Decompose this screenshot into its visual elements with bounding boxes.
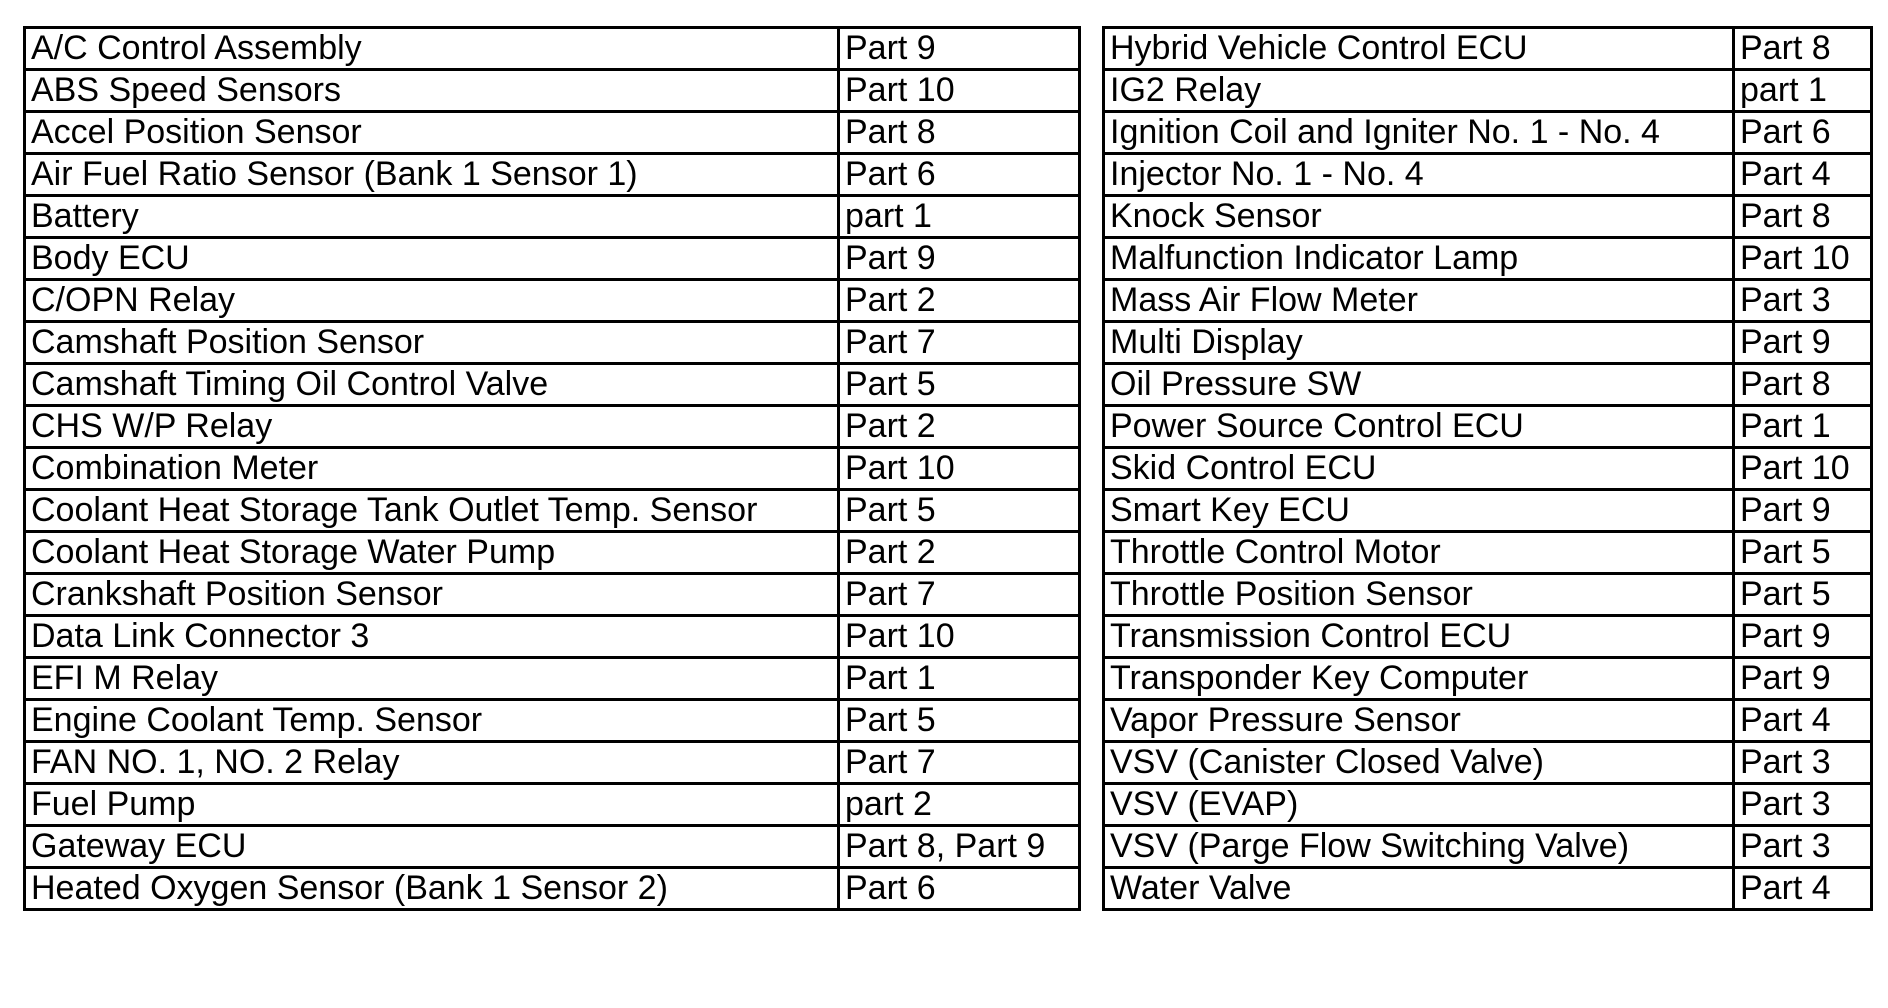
- component-name-cell: Gateway ECU: [25, 826, 839, 868]
- table-row: [1104, 826, 1872, 868]
- part-reference-cell: Part 1: [839, 658, 1080, 700]
- part-reference-cell: Part 9: [1734, 322, 1872, 364]
- table-row: [25, 742, 1080, 784]
- component-name-cell: Water Valve: [1104, 868, 1734, 910]
- component-name-cell: Oil Pressure SW: [1104, 364, 1734, 406]
- table-row: [25, 112, 1080, 154]
- part-reference-cell: Part 9: [839, 28, 1080, 70]
- component-name-cell: Smart Key ECU: [1104, 490, 1734, 532]
- table-row: [1104, 532, 1872, 574]
- table-row: [25, 322, 1080, 364]
- part-reference-cell: Part 6: [839, 154, 1080, 196]
- table-row: [1104, 322, 1872, 364]
- part-reference-cell: Part 5: [839, 364, 1080, 406]
- component-name-cell: EFI M Relay: [25, 658, 839, 700]
- component-name-cell: Body ECU: [25, 238, 839, 280]
- table-row: [1104, 658, 1872, 700]
- table-row: [25, 616, 1080, 658]
- component-name-cell: Power Source Control ECU: [1104, 406, 1734, 448]
- table-row: [1104, 490, 1872, 532]
- component-name-cell: Data Link Connector 3: [25, 616, 839, 658]
- component-name-cell: Knock Sensor: [1104, 196, 1734, 238]
- table-row: [1104, 196, 1872, 238]
- part-reference-cell: Part 1: [1734, 406, 1872, 448]
- table-row: [25, 784, 1080, 826]
- part-reference-cell: Part 4: [1734, 868, 1872, 910]
- part-reference-cell: Part 9: [839, 238, 1080, 280]
- table-row: [1104, 868, 1872, 910]
- table-row: [25, 700, 1080, 742]
- component-name-cell: Vapor Pressure Sensor: [1104, 700, 1734, 742]
- table-row: [25, 826, 1080, 868]
- part-reference-cell: Part 10: [1734, 238, 1872, 280]
- component-name-cell: FAN NO. 1, NO. 2 Relay: [25, 742, 839, 784]
- component-name-cell: Skid Control ECU: [1104, 448, 1734, 490]
- component-name-cell: CHS W/P Relay: [25, 406, 839, 448]
- component-name-cell: VSV (Parge Flow Switching Valve): [1104, 826, 1734, 868]
- component-name-cell: C/OPN Relay: [25, 280, 839, 322]
- part-reference-cell: Part 10: [839, 448, 1080, 490]
- table-row: [25, 70, 1080, 112]
- table-row: [1104, 784, 1872, 826]
- component-name-cell: Heated Oxygen Sensor (Bank 1 Sensor 2): [25, 868, 839, 910]
- table-row: [1104, 574, 1872, 616]
- component-name-cell: Injector No. 1 - No. 4: [1104, 154, 1734, 196]
- part-reference-cell: Part 8: [1734, 196, 1872, 238]
- table-row: [25, 658, 1080, 700]
- component-name-cell: Combination Meter: [25, 448, 839, 490]
- part-reference-cell: Part 6: [1734, 112, 1872, 154]
- part-reference-cell: Part 7: [839, 742, 1080, 784]
- component-index-table-right: [1102, 26, 1873, 911]
- part-reference-cell: Part 5: [1734, 532, 1872, 574]
- component-name-cell: Camshaft Position Sensor: [25, 322, 839, 364]
- table-row: [25, 868, 1080, 910]
- part-reference-cell: Part 10: [1734, 448, 1872, 490]
- part-reference-cell: Part 10: [839, 70, 1080, 112]
- table-row: [25, 196, 1080, 238]
- component-name-cell: ABS Speed Sensors: [25, 70, 839, 112]
- table-row: [1104, 238, 1872, 280]
- part-reference-cell: Part 6: [839, 868, 1080, 910]
- table-row: [25, 406, 1080, 448]
- component-name-cell: Coolant Heat Storage Tank Outlet Temp. Sensor: [25, 490, 839, 532]
- table-row: [1104, 112, 1872, 154]
- component-name-cell: Camshaft Timing Oil Control Valve: [25, 364, 839, 406]
- component-name-cell: Transponder Key Computer: [1104, 658, 1734, 700]
- part-reference-cell: Part 9: [1734, 658, 1872, 700]
- table-row: [25, 448, 1080, 490]
- part-reference-cell: Part 4: [1734, 700, 1872, 742]
- table-row: [25, 154, 1080, 196]
- table-row: [25, 532, 1080, 574]
- table-row: [1104, 616, 1872, 658]
- table-row: [1104, 364, 1872, 406]
- component-name-cell: VSV (EVAP): [1104, 784, 1734, 826]
- part-reference-cell: Part 5: [839, 700, 1080, 742]
- component-name-cell: Air Fuel Ratio Sensor (Bank 1 Sensor 1): [25, 154, 839, 196]
- component-name-cell: VSV (Canister Closed Valve): [1104, 742, 1734, 784]
- table-row: [1104, 154, 1872, 196]
- component-name-cell: Multi Display: [1104, 322, 1734, 364]
- component-name-cell: Throttle Position Sensor: [1104, 574, 1734, 616]
- table-row: [25, 280, 1080, 322]
- component-name-cell: Coolant Heat Storage Water Pump: [25, 532, 839, 574]
- table-row: [1104, 700, 1872, 742]
- part-reference-cell: Part 3: [1734, 784, 1872, 826]
- component-name-cell: Ignition Coil and Igniter No. 1 - No. 4: [1104, 112, 1734, 154]
- part-reference-cell: Part 2: [839, 532, 1080, 574]
- part-reference-cell: Part 7: [839, 574, 1080, 616]
- part-reference-cell: Part 8: [1734, 28, 1872, 70]
- part-reference-cell: part 1: [1734, 70, 1872, 112]
- table-row: [1104, 742, 1872, 784]
- part-reference-cell: Part 2: [839, 280, 1080, 322]
- table-row: [25, 574, 1080, 616]
- component-name-cell: Hybrid Vehicle Control ECU: [1104, 28, 1734, 70]
- part-reference-cell: Part 4: [1734, 154, 1872, 196]
- part-reference-cell: Part 9: [1734, 616, 1872, 658]
- table-row: [25, 490, 1080, 532]
- component-name-cell: Throttle Control Motor: [1104, 532, 1734, 574]
- part-reference-cell: Part 5: [839, 490, 1080, 532]
- table-row: [1104, 28, 1872, 70]
- part-reference-cell: part 2: [839, 784, 1080, 826]
- table-row: [1104, 280, 1872, 322]
- component-index-table-left: [23, 26, 1081, 911]
- part-reference-cell: Part 2: [839, 406, 1080, 448]
- table-row: [1104, 406, 1872, 448]
- component-name-cell: Transmission Control ECU: [1104, 616, 1734, 658]
- table-row: [25, 364, 1080, 406]
- table-row: [25, 238, 1080, 280]
- part-reference-cell: Part 8: [839, 112, 1080, 154]
- part-reference-cell: Part 10: [839, 616, 1080, 658]
- part-reference-cell: Part 8, Part 9: [839, 826, 1080, 868]
- component-name-cell: A/C Control Assembly: [25, 28, 839, 70]
- component-name-cell: Accel Position Sensor: [25, 112, 839, 154]
- component-name-cell: Malfunction Indicator Lamp: [1104, 238, 1734, 280]
- table-row: [25, 28, 1080, 70]
- table-row: [1104, 448, 1872, 490]
- part-reference-cell: Part 9: [1734, 490, 1872, 532]
- component-name-cell: Fuel Pump: [25, 784, 839, 826]
- component-name-cell: Battery: [25, 196, 839, 238]
- table-row: [1104, 70, 1872, 112]
- component-name-cell: IG2 Relay: [1104, 70, 1734, 112]
- component-name-cell: Engine Coolant Temp. Sensor: [25, 700, 839, 742]
- part-reference-cell: Part 3: [1734, 826, 1872, 868]
- part-reference-cell: part 1: [839, 196, 1080, 238]
- part-reference-cell: Part 3: [1734, 742, 1872, 784]
- part-reference-cell: Part 8: [1734, 364, 1872, 406]
- component-name-cell: Crankshaft Position Sensor: [25, 574, 839, 616]
- component-name-cell: Mass Air Flow Meter: [1104, 280, 1734, 322]
- part-reference-cell: Part 7: [839, 322, 1080, 364]
- part-reference-cell: Part 3: [1734, 280, 1872, 322]
- part-reference-cell: Part 5: [1734, 574, 1872, 616]
